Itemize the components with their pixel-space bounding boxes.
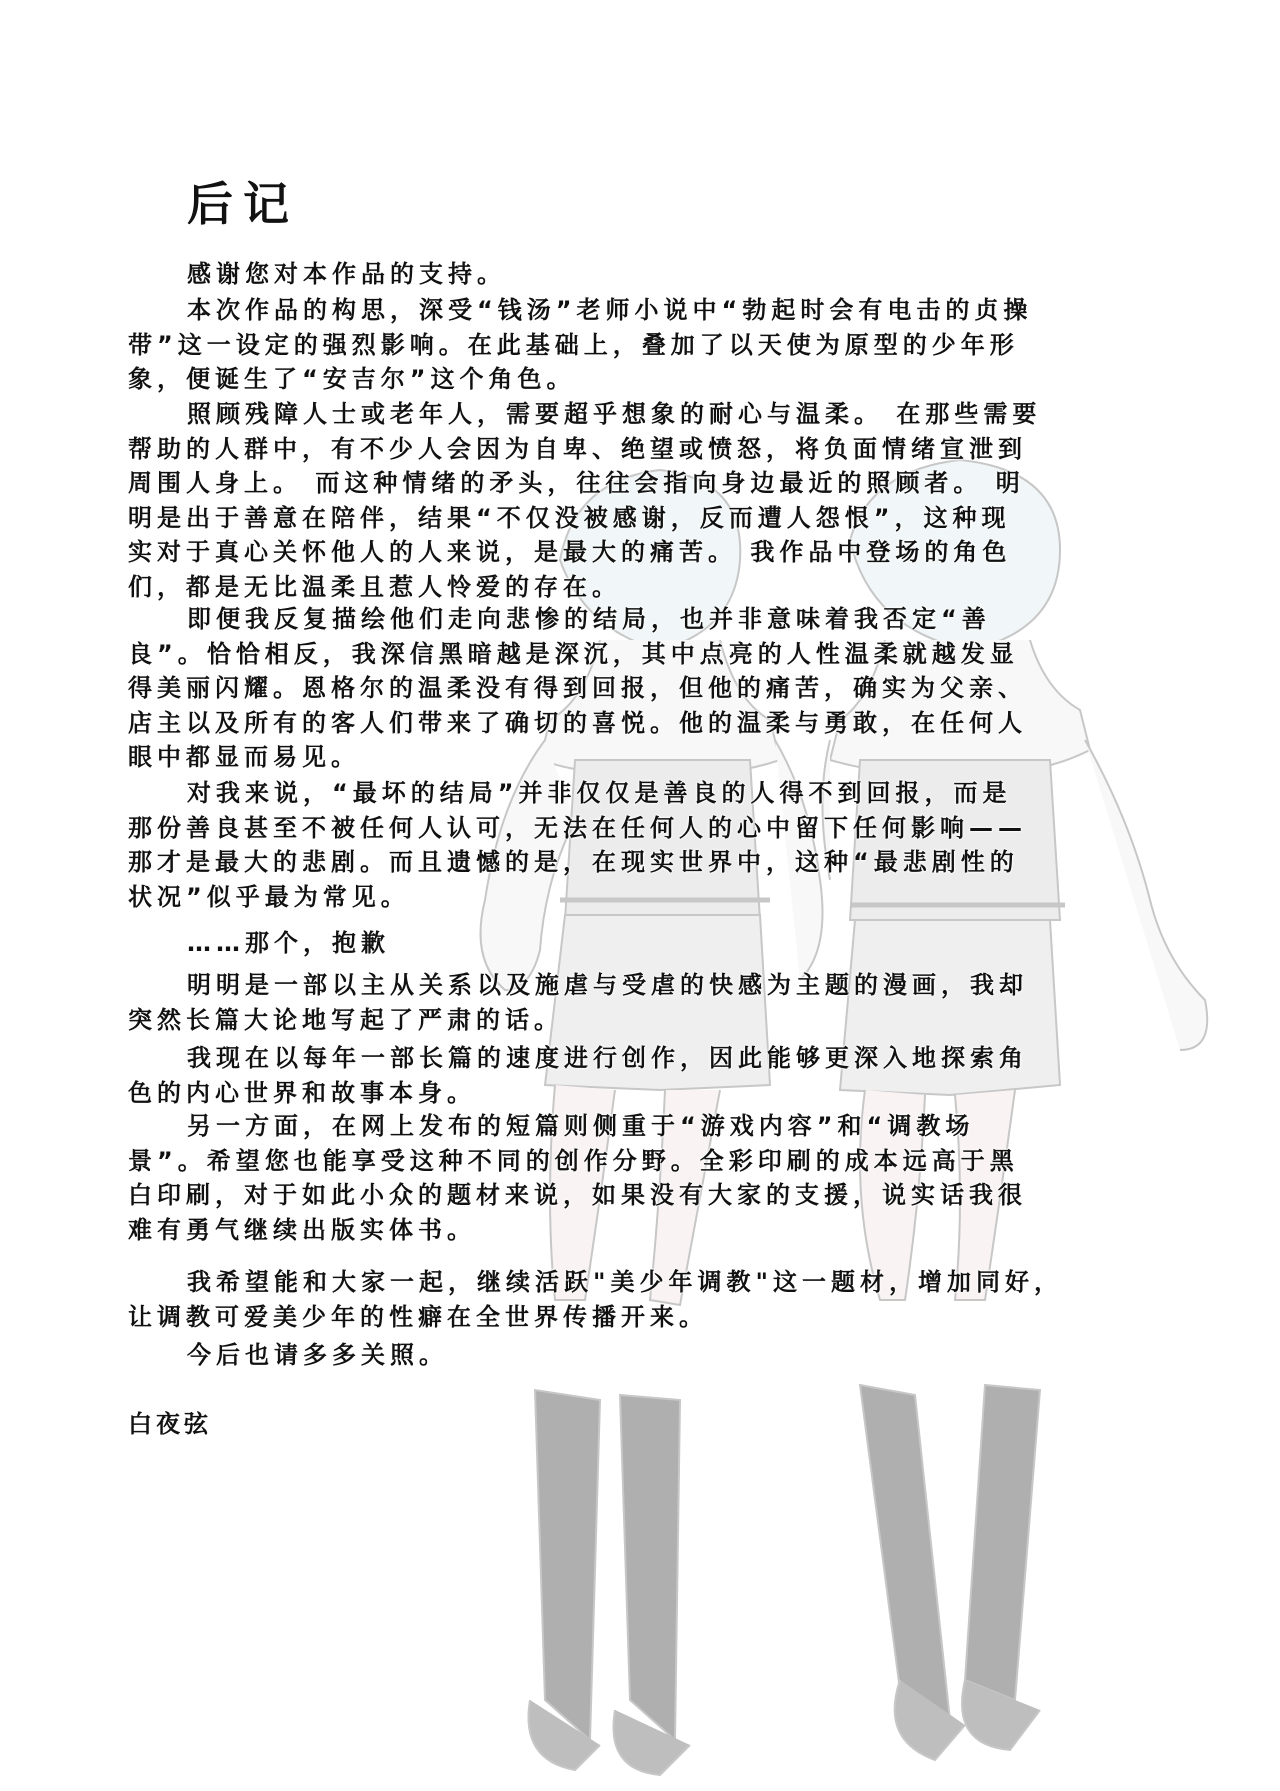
paragraph-worst-ending: 对我来说，“最坏的结局”并非仅仅是善良的人得不到回报，而是 那份善良甚至不被任何人认可，无法在任何人的心中留下任何影响—— 那才是最大的悲剧。而且遗憾的是，在现实世界中，这种“最悲剧性的 状况”似乎最为常见。 bbox=[128, 779, 1027, 911]
page-title: 后记 bbox=[187, 177, 299, 231]
paragraph-concept: 本次作品的构思，深受“钱汤”老师小说中“勃起时会有电击的贞操 带”这一设定的强烈影响。在此基础上，叠加了以天使为原型的少年形 象，便诞生了“安吉尔”这个角色。 bbox=[128, 296, 1033, 393]
paragraph-kindness: 即便我反复描绘他们走向悲惨的结局，也并非意味着我否定“善 良”。恰恰相反，我深信黑暗越是深沉，其中点亮的人性温柔就越发显 得美丽闪耀。恩格尔的温柔没有得到回报，但他的痛苦，确实为父亲、 店主以及所有的客人们带来了确切的喜悦。他的温柔与勇敢，在任何人 眼中都显而易见。 bbox=[128, 605, 1027, 771]
paragraph-apology: ……那个，抱歉 bbox=[187, 929, 390, 957]
paragraph-theme: 明明是一部以主从关系以及施虐与受虐的快感为主题的漫画，我却 突然长篇大论地写起了严肃的话。 bbox=[128, 971, 1028, 1034]
paragraph-thanks: 感谢您对本作品的支持。 bbox=[187, 260, 506, 288]
paragraph-wish: 我希望能和大家一起，继续活跃"美少年调教"这一题材，增加同好， 让调教可爱美少年的性癖在全世界传播开来。 bbox=[128, 1268, 1064, 1331]
paragraph-pace: 我现在以每年一部长篇的速度进行创作，因此能够更深入地探索角 色的内心世界和故事本身。 bbox=[128, 1044, 1028, 1107]
author-signature: 白夜弦 bbox=[128, 1410, 212, 1438]
paragraph-caregiving: 照顾残障人士或老年人，需要超乎想象的耐心与温柔。 在那些需要 帮助的人群中，有不少人会因为自卑、绝望或愤怒，将负面情绪宣泄到 周围人身上。 而这种情绪的矛头，往往会指向身边最近的照顾者。 明 明是出于善意在陪伴，结果“不仅没被感谢，反而遭人怨恨”，这种现 实对于真心关怀他人的人来说，是最大的痛苦。 我作品中登场的角色 们，都是无比温柔且惹人怜爱的存在。 bbox=[128, 400, 1042, 601]
paragraph-short-works: 另一方面，在网上发布的短篇则侧重于“游戏内容”和“调教场 景”。希望您也能享受这种不同的创作分野。全彩印刷的成本远高于黑 白印刷，对于如此小众的题材来说，如果没有大家的支援，说实话我很 难有勇气继续出版实体书。 bbox=[128, 1112, 1027, 1244]
paragraph-closing: 今后也请多多关照。 bbox=[187, 1341, 448, 1369]
